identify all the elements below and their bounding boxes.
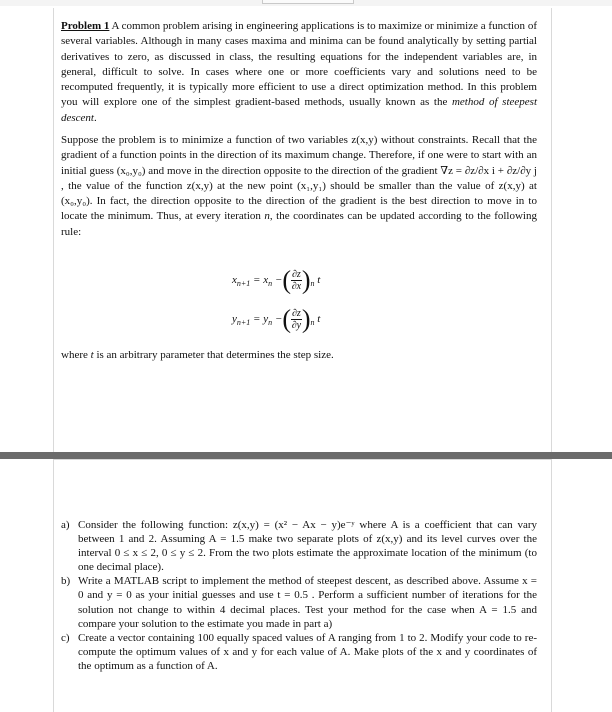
step-size-paragraph [61,348,537,363]
eq2-lhs: y [232,313,237,326]
task-marker: a) [61,519,70,531]
viewer-tab [262,0,354,4]
eq2-den: ∂y [291,320,302,331]
iteration-var: n [264,210,270,223]
task-text: Consider the following function: z(x,y) = (x² − Ax − y)e⁻ʸ where A is a coefficient that can vary between 1 and 2. Assuming A = 1.5 make two separate plots of z(x,y) and its level curves over the interval 0 ≤ x ≤ 2, 0 ≤ y ≤ 2. From the two plots estimate the approximate location of the minimum (to one decimal place). [78,519,537,574]
method-name: method of steepest descent [61,96,537,124]
page-separator [0,452,612,459]
eq1-param: t [317,274,321,287]
eq1-rhs: x [263,274,269,287]
step-param: t [90,349,94,361]
update-equation-x: $x_{n+1} = x_n$ −( $\frac{\partial z}{\partial x}$ )$_n$ t [232,265,321,295]
task-item-b [61,574,537,630]
problem-heading: Problem 1 [61,20,110,32]
task-marker: c) [61,631,70,644]
gradient-text: Suppose the problem is to minimize a function of two variables z(x,y) without constraints. Recall that the gradient of a function points in the direction of its maximum change. Therefore, if one were to start with an initial guess (x₀,y₀) and move in the direction opposite to the direction of the gradient ∇z = ∂z/∂x i + ∂z/∂y j , the value of the function z(x,y) at the new point (x₁,y₁) should be smaller than the value of z(x,y) at (x₀,y₀). In fact, the direction opposite to the direction of the gradient is the best direction to move in to locate the minimum. Thus, at every iteration [61,134,537,223]
eq2-rhs: y [263,313,269,326]
eq2-param: t [317,313,321,326]
eq1-num: ∂z [291,269,301,280]
eq1-lhs: x [232,274,237,287]
eq2-fraction [291,308,302,331]
task-marker: b) [61,575,71,588]
step-text-start: where [61,349,91,361]
task-text: Create a vector containing 100 equally spaced values of A ranging from 1 to 2. Modify your code to re-compute the optimum values of x and y for each value of A. Make plots of the x and y coordinates of the optimum as a function of A. [78,631,537,672]
task-item-a [61,518,537,574]
task-text: Write a MATLAB script to implement the method of steepest descent, as described above. Assume x = 0 and y = 0 as your initial guesses and use t = 0.5 . Perform a sufficient number of iterations for the solution not change to within 4 decimal places. Test your method for the case when A = 1.5 and compare your solution to the estimate you made in part a) [78,575,537,630]
task-list [61,518,537,673]
task-item-c [61,631,537,673]
eq1-fraction [291,269,302,292]
viewer-top-strip [0,0,612,6]
intro-paragraph [61,19,537,126]
gradient-paragraph [61,133,537,240]
eq2-num: ∂z [291,308,301,319]
update-equation-y: $y_{n+1} = y_n$ −( $\frac{\partial z}{\partial y}$ )$_n$ t [232,304,321,334]
gradient-text-end: , the coordinates can be updated according to the following rule: [61,210,537,238]
intro-end: . [93,111,97,124]
step-text-end: is an arbitrary parameter that determines the step size. [93,349,334,361]
eq1-den: ∂x [291,281,302,292]
intro-text: A common problem arising in engineering applications is to maximize or minimize a function of several variables. Although in many cases maxima and minima can be found analytically by setting partial derivatives to zero, as discussed in class, the resulting equations for the independent variables are, in general, difficult to solve. In cases where one or more coefficients vary and solutions need to be recomputed frequently, it is typically more efficient to use a direct optimization method. In this problem you will explore one of the simplest gradient-based methods, usually known as the [61,20,537,109]
